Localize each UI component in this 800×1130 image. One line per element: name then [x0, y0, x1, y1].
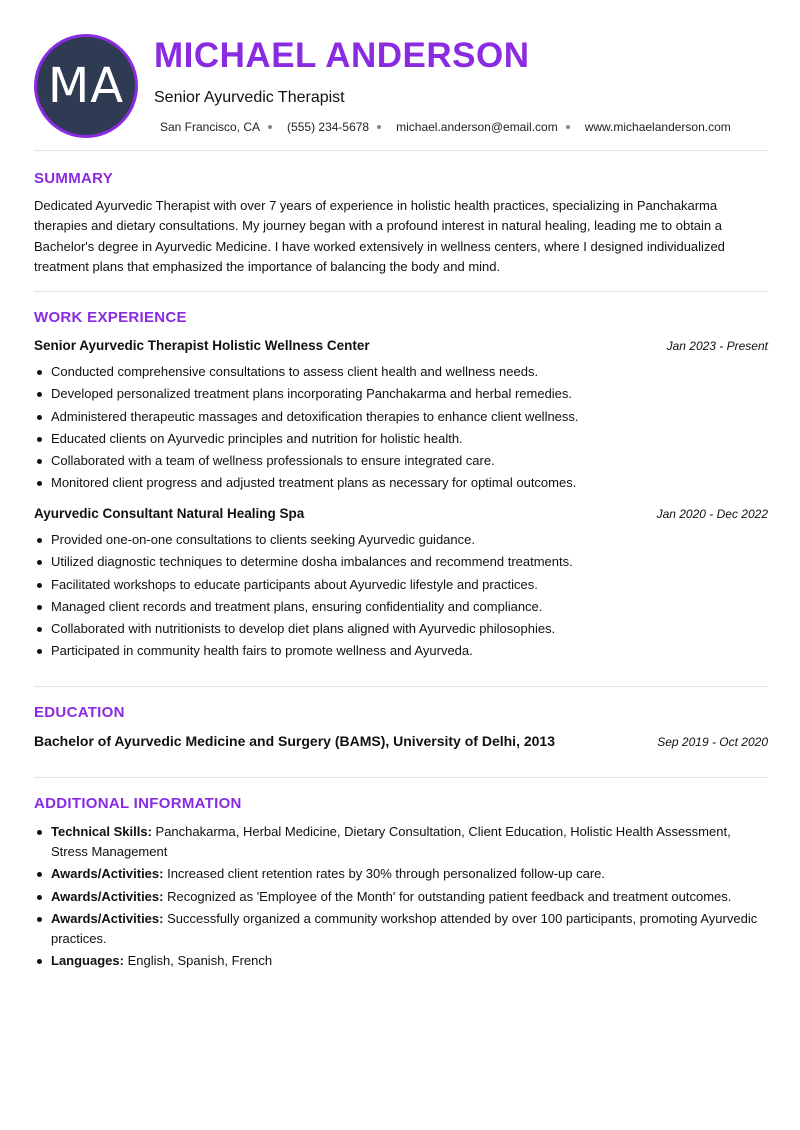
list-item: Educated clients on Ayurvedic principles and nutrition for holistic health. [34, 428, 768, 450]
additional-info-heading: ADDITIONAL INFORMATION [34, 795, 242, 812]
divider [34, 686, 768, 687]
job-header [34, 506, 768, 524]
info-label: Awards/Activities: [51, 866, 164, 881]
summary-heading: SUMMARY [34, 170, 114, 187]
resume-header [34, 34, 768, 144]
list-item: Conducted comprehensive consultations to assess client health and wellness needs. [34, 361, 768, 383]
contact-bar [160, 120, 731, 134]
job-header [34, 338, 768, 356]
info-label: Languages: [51, 953, 124, 968]
candidate-title: Senior Ayurvedic Therapist [154, 89, 345, 106]
list-item [34, 864, 768, 884]
list-item: Participated in community health fairs to promote wellness and Ayurveda. [34, 640, 768, 662]
separator-dot [566, 125, 570, 129]
separator-dot [377, 125, 381, 129]
education-degree: Bachelor of Ayurvedic Medicine and Surgery (BAMS), University of Delhi, 2013 [34, 733, 555, 749]
work-experience-heading: WORK EXPERIENCE [34, 309, 187, 326]
info-label: Awards/Activities: [51, 888, 164, 904]
list-item [34, 822, 768, 861]
info-text: Successfully organized a community workshop attended by over 100 participants, promoting Ayurvedic practices. [51, 911, 758, 946]
job-bullets [34, 529, 768, 663]
separator-dot [268, 125, 272, 129]
summary-text: Dedicated Ayurvedic Therapist with over 7 years of experience in holistic health practices, specializing in Panchakarma therapies and dietary consultations. My journey began with a profound interest in natural healing, leading me to obtain a Bachelor's degree in Ayurvedic Medicine. I have worked extensively in wellness centers, where I designed individualized treatment plans that emphasized the importance of balancing the body and mind. [34, 198, 725, 274]
info-text: Panchakarma, Herbal Medicine, Dietary Consultation, Client Education, Holistic Health Assessment, Stress Management [51, 824, 731, 859]
info-label: Awards/Activities: [51, 911, 164, 926]
candidate-name: MICHAEL ANDERSON [154, 36, 530, 75]
avatar [34, 34, 138, 138]
education-dates: Sep 2019 - Oct 2020 [657, 735, 768, 749]
avatar-initials: MA [47, 58, 125, 114]
contact-phone: (555) 234-5678 [287, 120, 370, 134]
divider [34, 291, 768, 292]
education-entry [34, 733, 768, 751]
list-item: Managed client records and treatment plans, ensuring confidentiality and compliance. [34, 596, 768, 618]
list-item: Facilitated workshops to educate participants about Ayurvedic lifestyle and practices. [34, 574, 768, 596]
contact-website[interactable]: www.michaelanderson.com [584, 120, 731, 134]
list-item: Provided one-on-one consultations to clients seeking Ayurvedic guidance. [34, 529, 768, 551]
divider [34, 150, 768, 151]
job-bullets [34, 361, 768, 495]
contact-location: San Francisco, CA [160, 120, 261, 134]
list-item: Collaborated with nutritionists to develop diet plans aligned with Ayurvedic philosophies. [34, 618, 768, 640]
info-text: Recognized as 'Employee of the Month' for outstanding patient feedback and treatment outcomes. [163, 888, 732, 904]
list-item: Developed personalized treatment plans incorporating Panchakarma and herbal remedies. [34, 383, 768, 405]
list-item: Utilized diagnostic techniques to determine dosha imbalances and recommend treatments. [34, 551, 768, 573]
additional-info-list [34, 822, 768, 974]
info-label: Technical Skills: [51, 824, 152, 839]
list-item [34, 909, 768, 948]
contact-email[interactable]: michael.anderson@email.com [396, 120, 558, 134]
list-item [34, 951, 768, 971]
education-heading: EDUCATION [34, 704, 125, 721]
job-dates: Jan 2023 - Present [666, 339, 768, 353]
list-item: Collaborated with a team of wellness professionals to ensure integrated care. [34, 450, 768, 472]
list-item [34, 887, 768, 907]
list-item: Monitored client progress and adjusted treatment plans as necessary for optimal outcomes. [34, 472, 768, 494]
job-role: Ayurvedic Consultant Natural Healing Spa [34, 506, 305, 521]
divider [34, 777, 768, 778]
info-text: English, Spanish, French [123, 953, 273, 968]
job-dates: Jan 2020 - Dec 2022 [656, 507, 768, 521]
info-text: Increased client retention rates by 30% through personalized follow-up care. [163, 866, 605, 881]
list-item: Administered therapeutic massages and detoxification therapies to enhance client wellness. [34, 406, 768, 428]
job-role: Senior Ayurvedic Therapist Holistic Wellness Center [34, 338, 370, 353]
